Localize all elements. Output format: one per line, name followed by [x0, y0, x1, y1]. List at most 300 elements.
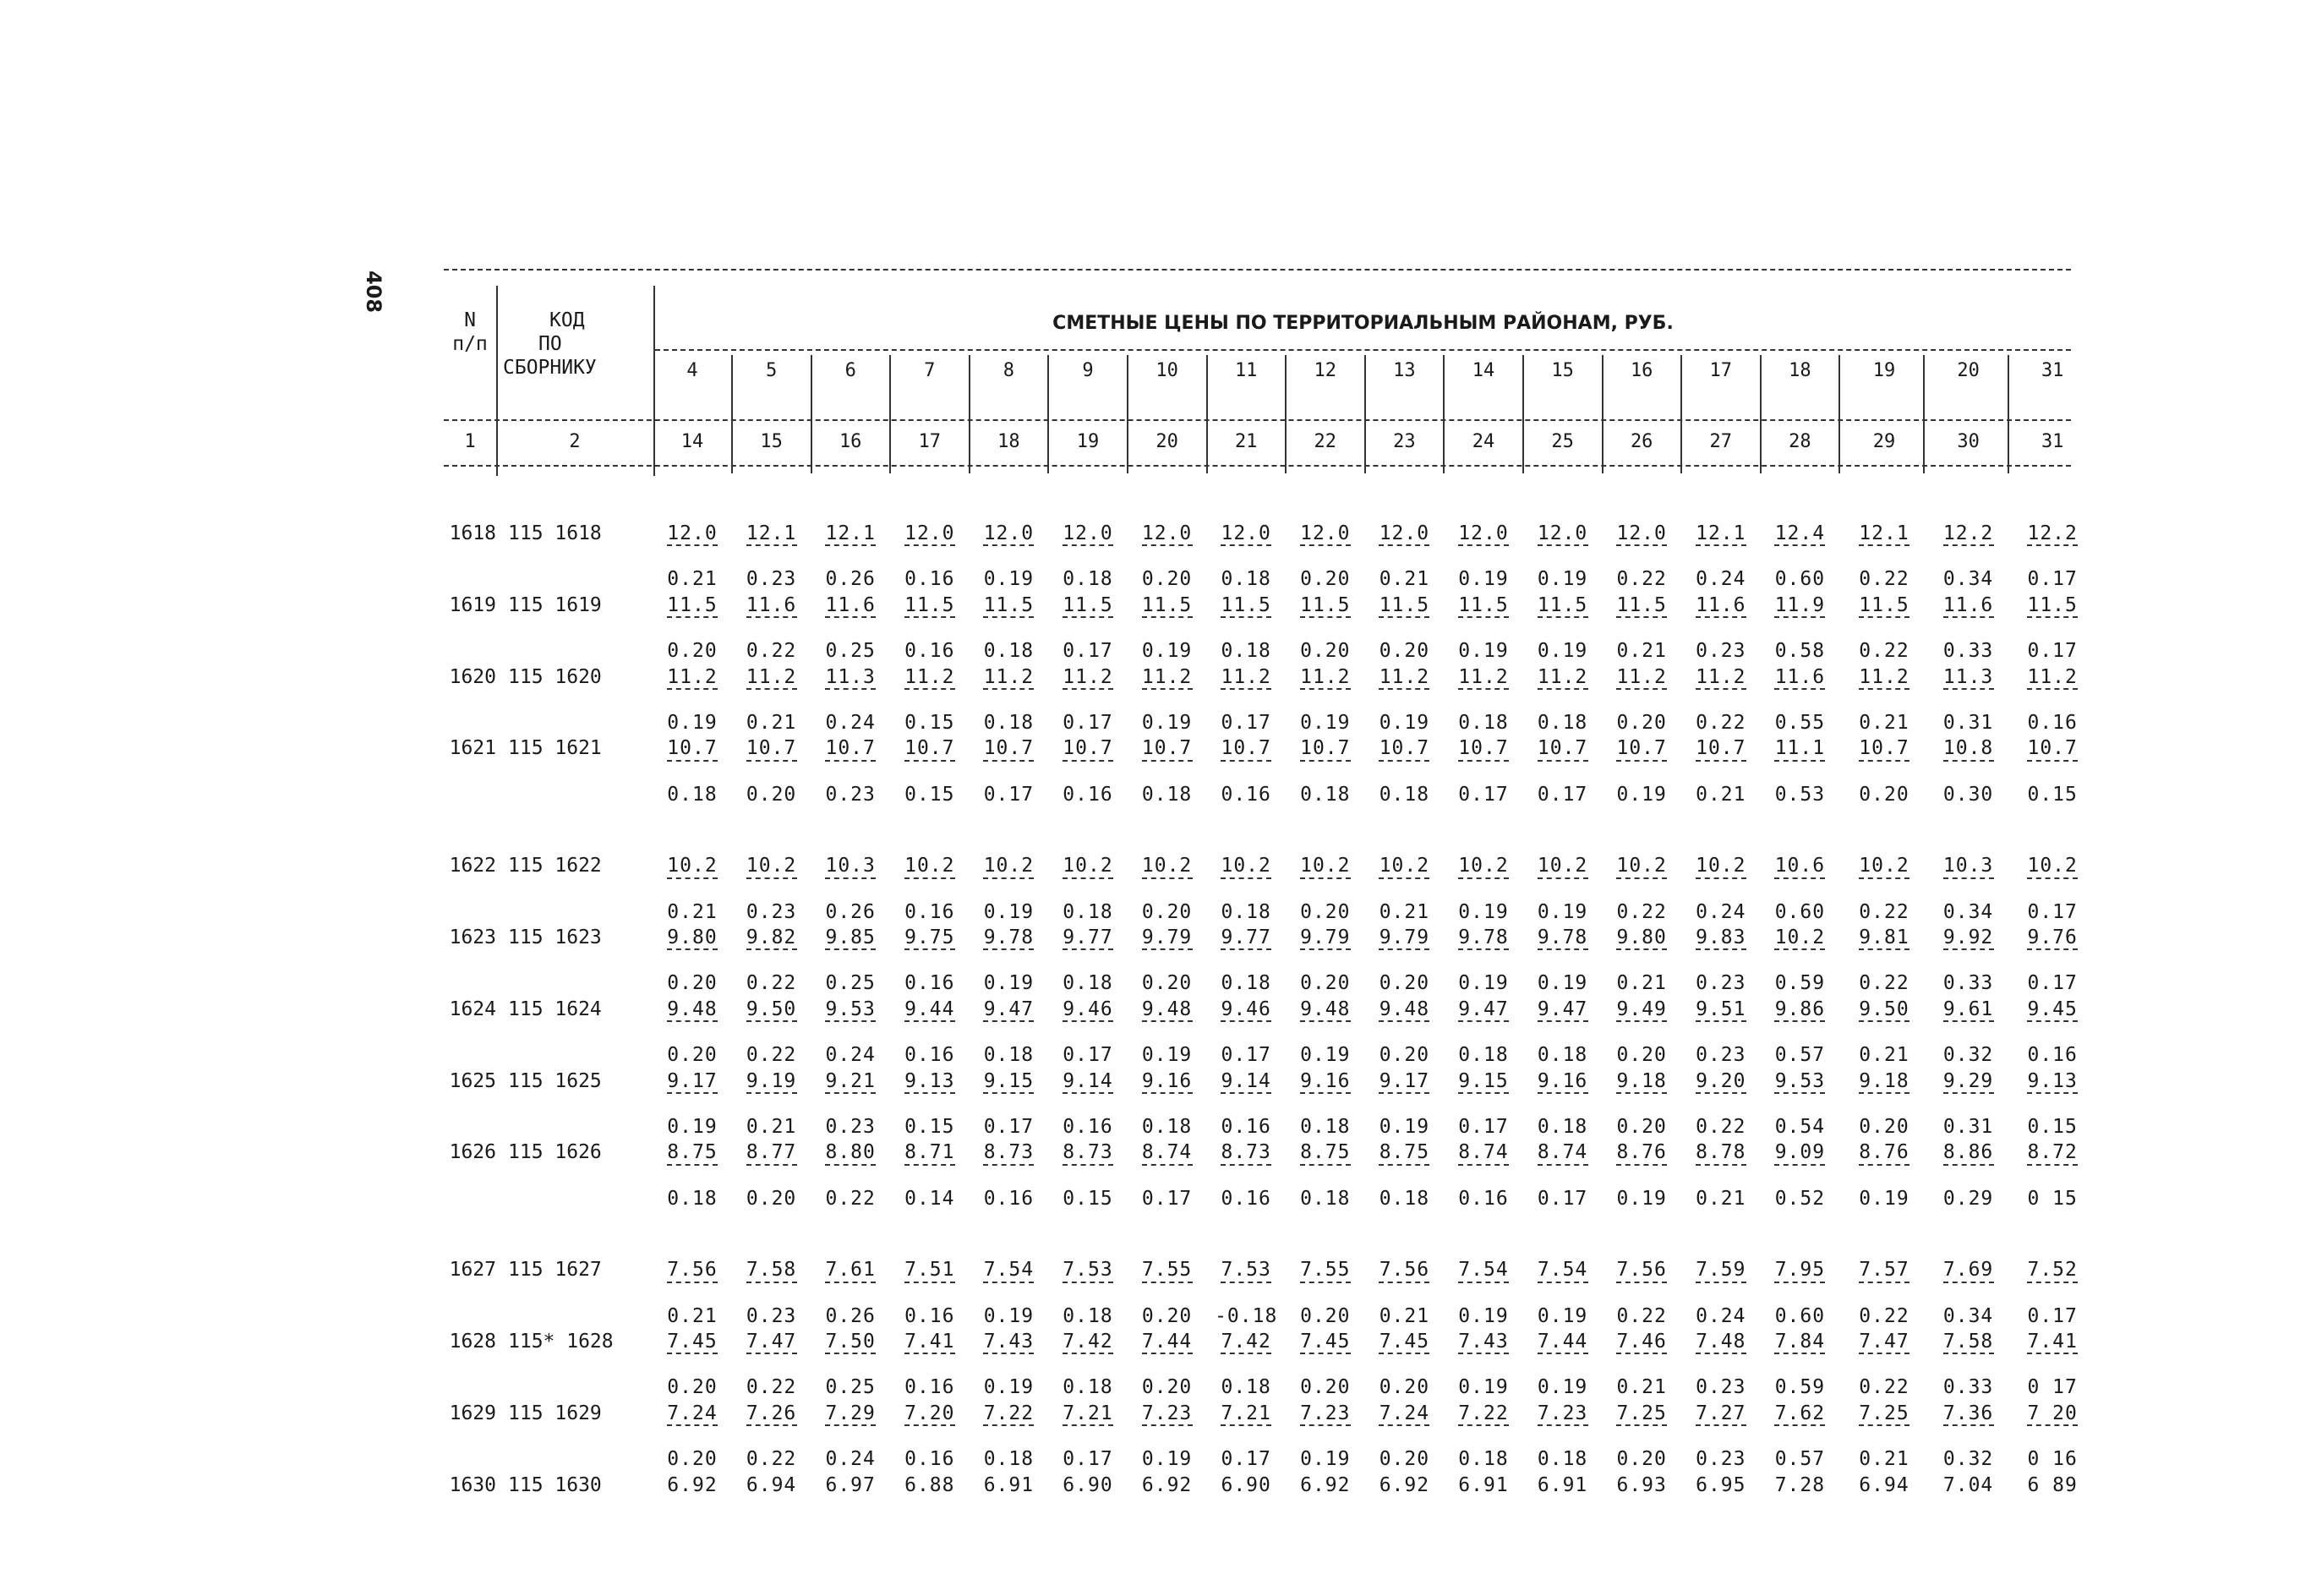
price-cell: 0.26 [825, 900, 876, 923]
table-row [444, 1044, 2078, 1068]
price-cell: 0.23 [746, 900, 797, 923]
price-cell: 10.2 [746, 855, 797, 877]
price-cell: 0.16 [904, 972, 955, 995]
price-cell: 0.33 [1942, 640, 1994, 663]
price-cell: 12.0 [1141, 522, 1193, 544]
price-cell: 9.78 [1537, 926, 1588, 948]
district-header: 6 [844, 360, 856, 381]
row-code: 115 1621 [508, 737, 602, 760]
table-row [444, 712, 2078, 735]
price-cell: 0.21 [1696, 783, 1746, 806]
price-cell: 0.23 [746, 568, 797, 591]
price-cell: 10.2 [1063, 855, 1113, 877]
price-cell: 7.27 [1696, 1402, 1746, 1424]
price-cell: 7.62 [1774, 1402, 1826, 1424]
row-number: 1622 [449, 855, 496, 877]
price-cell: 8.78 [1696, 1141, 1746, 1164]
price-cell: 9.48 [1300, 998, 1351, 1020]
price-cell: 0.53 [1774, 783, 1826, 806]
price-cell: 7.58 [746, 1259, 797, 1282]
price-cell: 0.17 [2027, 568, 2078, 591]
price-cell: 0.19 [1379, 1116, 1430, 1138]
price-cell: 0.16 [2027, 1044, 2078, 1067]
price-cell: 9.79 [1141, 926, 1193, 948]
price-cell: 0.20 [667, 972, 718, 995]
price-cell: 11.5 [1221, 593, 1271, 616]
column-number: 22 [1314, 431, 1337, 452]
price-cell: 0.17 [1221, 712, 1271, 734]
price-cell: 11.2 [983, 665, 1035, 688]
price-cell: 9.48 [1141, 998, 1193, 1020]
price-cell: 0.23 [825, 783, 876, 806]
price-cell: 10.2 [2027, 855, 2078, 877]
price-cell: 7.04 [1942, 1473, 1994, 1496]
price-cell: 11.5 [2027, 593, 2078, 616]
price-cell: 0.22 [1859, 900, 1909, 923]
price-cell: 12.1 [825, 522, 876, 544]
price-cell: 0.18 [1537, 1448, 1588, 1471]
fraction-rule [444, 1424, 2071, 1431]
price-cell: 11.5 [667, 593, 718, 616]
price-cell: 11.2 [1859, 665, 1909, 688]
district-divider [731, 355, 733, 473]
price-cell: 6.92 [1300, 1473, 1351, 1496]
fraction-rule [444, 1353, 2071, 1359]
price-cell: 0.18 [1141, 783, 1193, 806]
column-number: 30 [1957, 431, 1980, 452]
price-cell: 9.50 [746, 998, 797, 1020]
price-cell: 8.73 [1221, 1141, 1271, 1164]
col-code-label-2: ПО [538, 333, 562, 355]
price-cell: 0.18 [1063, 900, 1113, 923]
price-cell: 0.20 [667, 640, 718, 663]
price-cell: 0.19 [667, 1116, 718, 1138]
price-cell: 8.76 [1616, 1141, 1667, 1164]
price-cell: 9.18 [1616, 1069, 1667, 1092]
price-cell: 0.23 [825, 1116, 876, 1138]
price-cell: 0.21 [1859, 712, 1909, 734]
price-cell: 0.20 [667, 1448, 718, 1471]
price-cell: 9.75 [904, 926, 955, 948]
table-row [444, 1187, 2078, 1211]
price-cell: 0.16 [2027, 712, 2078, 734]
price-cell: 10.2 [1221, 855, 1271, 877]
price-cell: 0.17 [1063, 1044, 1113, 1067]
price-cell: 7.41 [904, 1331, 955, 1353]
price-cell: 0.60 [1774, 568, 1826, 591]
district-header: 5 [765, 360, 778, 381]
district-divider [1838, 355, 1840, 473]
column-number: 31 [2041, 431, 2064, 452]
price-cell: 0.23 [1696, 1448, 1746, 1471]
price-cell: 9.13 [904, 1069, 955, 1092]
price-cell: 0.18 [1537, 712, 1588, 734]
price-cell: 0.18 [1063, 1304, 1113, 1327]
district-header: 15 [1551, 360, 1574, 381]
price-cell: 0.25 [825, 640, 876, 663]
price-cell: 8.73 [1063, 1141, 1113, 1164]
price-cell: 9.29 [1942, 1069, 1994, 1092]
price-cell: 0.16 [1063, 783, 1113, 806]
price-cell: 0.18 [1300, 1187, 1351, 1210]
price-cell: 0.19 [1537, 972, 1588, 995]
table-row [444, 900, 2078, 925]
header-bottom-rule [444, 465, 2071, 467]
table-header [444, 269, 2071, 467]
price-cell: 0.18 [1379, 783, 1430, 806]
price-cell: 6.90 [1221, 1473, 1271, 1496]
price-cell: 0.18 [1221, 972, 1271, 995]
header-sub-rule [444, 419, 2071, 421]
price-cell: 0.20 [1300, 1304, 1351, 1327]
price-cell: 0.19 [1537, 1304, 1588, 1327]
price-cell: 0.17 [1063, 1448, 1113, 1471]
price-cell: 9.48 [667, 998, 718, 1020]
price-cell: 12.0 [1458, 522, 1509, 544]
price-cell: 9.44 [904, 998, 955, 1020]
price-cell: 7.54 [1537, 1259, 1588, 1282]
price-cell: 0.17 [1458, 783, 1509, 806]
price-cell: 7.42 [1063, 1331, 1113, 1353]
price-cell: 7.24 [1379, 1402, 1430, 1424]
table-row [444, 1069, 2078, 1094]
district-divider [2008, 355, 2009, 473]
price-cell: 7.56 [1616, 1259, 1667, 1282]
price-cell: 7.50 [825, 1331, 876, 1353]
price-cell: 12.0 [1616, 522, 1667, 544]
price-cell: 6 89 [2027, 1473, 2078, 1496]
price-cell: 9.45 [2027, 998, 2078, 1020]
row-code: 115 1618 [508, 522, 602, 544]
price-cell: 0.19 [1141, 1448, 1193, 1471]
price-cell: 0.17 [1221, 1448, 1271, 1471]
price-cell: 0.17 [1537, 1187, 1588, 1210]
price-cell: 0.18 [1537, 1044, 1588, 1067]
price-cell: 0.16 [983, 1187, 1035, 1210]
price-cell: 10.7 [1537, 737, 1588, 760]
district-divider [1364, 355, 1366, 473]
price-cell: 12.4 [1774, 522, 1826, 544]
price-cell: 8.77 [746, 1141, 797, 1164]
column-number: 2 [569, 431, 581, 452]
price-cell: 10.3 [825, 855, 876, 877]
price-cell: 9.92 [1942, 926, 1994, 948]
price-cell: 0.20 [667, 1376, 718, 1399]
price-cell: 0.20 [1300, 640, 1351, 663]
district-divider [811, 355, 812, 473]
row-number: 1626 [449, 1141, 496, 1164]
price-cell: 0.18 [1221, 900, 1271, 923]
price-cell: 7.43 [983, 1331, 1035, 1353]
price-cell: 12.0 [1379, 522, 1430, 544]
price-cell: 9.51 [1696, 998, 1746, 1020]
row-number: 1623 [449, 926, 496, 948]
price-cell: 0.19 [1300, 1448, 1351, 1471]
price-cell: 9.17 [1379, 1069, 1430, 1092]
price-cell: 7.29 [825, 1402, 876, 1424]
row-code: 115 1620 [508, 665, 602, 688]
table-row [444, 926, 2078, 950]
price-cell: 11.3 [825, 665, 876, 688]
price-cell: 8.80 [825, 1141, 876, 1164]
price-cell: 9.47 [1458, 998, 1509, 1020]
price-cell: 0.32 [1942, 1448, 1994, 1471]
price-cell: 0.20 [1616, 1448, 1667, 1471]
price-cell: 9.47 [983, 998, 1035, 1020]
district-header: 19 [1872, 360, 1896, 381]
price-cell: 8.72 [2027, 1141, 2078, 1164]
col-code-label: КОД [549, 309, 585, 331]
price-cell: 0.16 [904, 900, 955, 923]
price-cell: 12.0 [1300, 522, 1351, 544]
row-code: 115* 1628 [508, 1331, 614, 1353]
price-cell: -0.18 [1215, 1304, 1278, 1327]
price-cell: 0.18 [983, 640, 1035, 663]
price-cell: 6.88 [904, 1473, 955, 1496]
price-cell: 10.7 [1300, 737, 1351, 760]
row-number: 1625 [449, 1069, 496, 1092]
price-cell: 8.74 [1537, 1141, 1588, 1164]
price-cell: 0.16 [1458, 1187, 1509, 1210]
table-row [444, 1448, 2078, 1472]
price-cell: 0.55 [1774, 712, 1826, 734]
district-divider [1285, 355, 1287, 473]
price-cell: 0.16 [904, 1044, 955, 1067]
price-cell: 0.17 [1537, 783, 1588, 806]
price-cell: 0.18 [667, 1187, 718, 1210]
price-cell: 0.22 [746, 1376, 797, 1399]
price-cell: 6.94 [746, 1473, 797, 1496]
price-cell: 0.17 [1063, 640, 1113, 663]
price-cell: 0.23 [1696, 1376, 1746, 1399]
price-cell: 0.25 [825, 1376, 876, 1399]
price-cell: 11.2 [1696, 665, 1746, 688]
price-cell: 10.2 [983, 855, 1035, 877]
price-cell: 7.44 [1141, 1331, 1193, 1353]
column-number: 26 [1630, 431, 1653, 452]
price-cell: 10.7 [667, 737, 718, 760]
price-cell: 8.86 [1942, 1141, 1994, 1164]
price-cell: 0.19 [1537, 568, 1588, 591]
price-cell: 0.22 [1696, 1116, 1746, 1138]
price-cell: 0 15 [2027, 1187, 2078, 1210]
price-cell: 9.53 [1774, 1069, 1826, 1092]
row-number: 1618 [449, 522, 496, 544]
price-cell: 10.2 [1537, 855, 1588, 877]
price-cell: 8.73 [983, 1141, 1035, 1164]
district-header: 13 [1393, 360, 1416, 381]
price-cell: 0.21 [1379, 900, 1430, 923]
row-code: 115 1627 [508, 1259, 602, 1282]
price-cell: 0.19 [1141, 712, 1193, 734]
district-divider [1760, 355, 1762, 473]
price-cell: 0.25 [825, 972, 876, 995]
price-cell: 11.2 [667, 665, 718, 688]
price-cell: 0.32 [1942, 1044, 1994, 1067]
district-header: 18 [1789, 360, 1811, 381]
price-cell: 0.21 [1616, 972, 1667, 995]
price-cell: 7.22 [1458, 1402, 1509, 1424]
price-cell: 0.21 [667, 900, 718, 923]
price-cell: 0.21 [1696, 1187, 1746, 1210]
price-cell: 10.8 [1942, 737, 1994, 760]
price-cell: 11.5 [1379, 593, 1430, 616]
price-cell: 8.74 [1458, 1141, 1509, 1164]
price-cell: 0.19 [1300, 712, 1351, 734]
district-header: 31 [2041, 360, 2064, 381]
price-cell: 6.93 [1616, 1473, 1667, 1496]
table-row [444, 1402, 2078, 1426]
price-cell: 0.18 [1537, 1116, 1588, 1138]
price-cell: 0.22 [825, 1187, 876, 1210]
price-cell: 0.21 [1859, 1448, 1909, 1471]
price-cell: 0.18 [1063, 1376, 1113, 1399]
price-cell: 0.17 [1458, 1116, 1509, 1138]
price-cell: 0.21 [1379, 1304, 1430, 1327]
price-cell: 9.15 [983, 1069, 1035, 1092]
price-cell: 11.2 [1221, 665, 1271, 688]
price-cell: 9.15 [1458, 1069, 1509, 1092]
column-number: 16 [839, 431, 862, 452]
price-cell: 12.0 [1221, 522, 1271, 544]
price-cell: 0.20 [1141, 568, 1193, 591]
price-cell: 10.7 [983, 737, 1035, 760]
price-cell: 0.17 [983, 1116, 1035, 1138]
price-cell: 0.20 [746, 783, 797, 806]
price-cell: 0.21 [667, 568, 718, 591]
fraction-rule [444, 1020, 2071, 1027]
price-cell: 10.2 [1458, 855, 1509, 877]
price-cell: 0.22 [1616, 900, 1667, 923]
price-cell: 12.1 [1696, 522, 1746, 544]
column-number: 24 [1472, 431, 1495, 452]
price-cell: 0.18 [1300, 783, 1351, 806]
price-cell: 0.20 [1141, 972, 1193, 995]
row-code: 115 1625 [508, 1069, 602, 1092]
price-cell: 0.22 [746, 1044, 797, 1067]
district-header: 12 [1314, 360, 1337, 381]
price-cell: 0.16 [1221, 1116, 1271, 1138]
price-cell: 0.19 [1141, 640, 1193, 663]
price-cell: 10.7 [2027, 737, 2078, 760]
price-cell: 7.55 [1141, 1259, 1193, 1282]
price-cell: 11.3 [1942, 665, 1994, 688]
price-cell: 0.20 [1141, 1304, 1193, 1327]
price-cell: 6.92 [1379, 1473, 1430, 1496]
price-cell: 6.91 [1537, 1473, 1588, 1496]
row-number: 1630 [449, 1473, 496, 1496]
price-cell: 7.20 [904, 1402, 955, 1424]
price-cell: 8.75 [1379, 1141, 1430, 1164]
price-cell: 12.0 [1537, 522, 1588, 544]
price-cell: 0.16 [1063, 1116, 1113, 1138]
price-cell: 0.23 [1696, 972, 1746, 995]
header-title: СМЕТНЫЕ ЦЕНЫ ПО ТЕРРИТОРИАЛЬНЫМ РАЙОНАМ, РУБ. [1052, 313, 1674, 334]
price-cell: 0.19 [983, 1304, 1035, 1327]
price-cell: 10.2 [904, 855, 955, 877]
price-cell: 12.1 [746, 522, 797, 544]
price-cell: 0.22 [746, 972, 797, 995]
price-cell: 0.20 [1300, 568, 1351, 591]
price-cell: 8.71 [904, 1141, 955, 1164]
row-number: 1621 [449, 737, 496, 760]
price-cell: 0.18 [1379, 1187, 1430, 1210]
district-divider [969, 355, 970, 473]
price-cell: 0.23 [1696, 640, 1746, 663]
district-header: 7 [924, 360, 936, 381]
price-cell: 11.2 [1616, 665, 1667, 688]
price-cell: 11.9 [1774, 593, 1826, 616]
district-header: 11 [1234, 360, 1258, 381]
price-cell: 7.53 [1221, 1259, 1271, 1282]
table-row [444, 568, 2078, 592]
col-n-label-2: п/п [452, 333, 488, 355]
price-cell: 0.20 [1859, 1116, 1909, 1138]
price-cell: 0.19 [1458, 568, 1509, 591]
price-cell: 8.74 [1141, 1141, 1193, 1164]
price-cell: 9.19 [746, 1069, 797, 1092]
price-cell: 7.41 [2027, 1331, 2078, 1353]
price-cell: 0.22 [1859, 972, 1909, 995]
price-cell: 7.25 [1859, 1402, 1909, 1424]
price-cell: 9.79 [1300, 926, 1351, 948]
price-cell: 9.78 [983, 926, 1035, 948]
price-cell: 6.90 [1063, 1473, 1113, 1496]
column-number: 17 [918, 431, 942, 452]
price-cell: 0.19 [1458, 972, 1509, 995]
column-number: 18 [997, 431, 1020, 452]
row-number: 1627 [449, 1259, 496, 1282]
price-cell: 9.82 [746, 926, 797, 948]
price-cell: 0.16 [904, 568, 955, 591]
price-cell: 9.76 [2027, 926, 2078, 948]
price-cell: 0.23 [1696, 1044, 1746, 1067]
price-cell: 7 20 [2027, 1402, 2078, 1424]
district-divider [1047, 355, 1049, 473]
price-cell: 10.7 [1859, 737, 1909, 760]
price-cell: 9.16 [1141, 1069, 1193, 1092]
price-cell: 9.85 [825, 926, 876, 948]
district-divider [889, 355, 891, 473]
price-cell: 11.6 [746, 593, 797, 616]
price-cell: 0.54 [1774, 1116, 1826, 1138]
price-cell: 12.0 [904, 522, 955, 544]
price-cell: 0.16 [1221, 783, 1271, 806]
fraction-rule [444, 688, 2071, 695]
header-top-rule [444, 269, 2071, 271]
price-cell: 7.24 [667, 1402, 718, 1424]
price-cell: 9.16 [1537, 1069, 1588, 1092]
price-cell: 11.5 [983, 593, 1035, 616]
price-cell: 12.2 [1942, 522, 1994, 544]
price-cell: 9.09 [1774, 1141, 1826, 1164]
district-header: 17 [1709, 360, 1733, 381]
col-n-label: N [464, 309, 476, 331]
price-cell: 0.21 [1859, 1044, 1909, 1067]
price-cell: 8.75 [667, 1141, 718, 1164]
price-cell: 9.46 [1063, 998, 1113, 1020]
price-cell: 7.23 [1537, 1402, 1588, 1424]
price-cell: 0.19 [667, 712, 718, 734]
fraction-rule [444, 1164, 2071, 1171]
price-cell: 9.47 [1537, 998, 1588, 1020]
price-cell: 11.5 [1141, 593, 1193, 616]
price-cell: 10.7 [825, 737, 876, 760]
price-cell: 0.15 [904, 1116, 955, 1138]
fraction-rule [444, 1092, 2071, 1099]
price-cell: 9.16 [1300, 1069, 1351, 1092]
price-cell: 7.45 [1379, 1331, 1430, 1353]
